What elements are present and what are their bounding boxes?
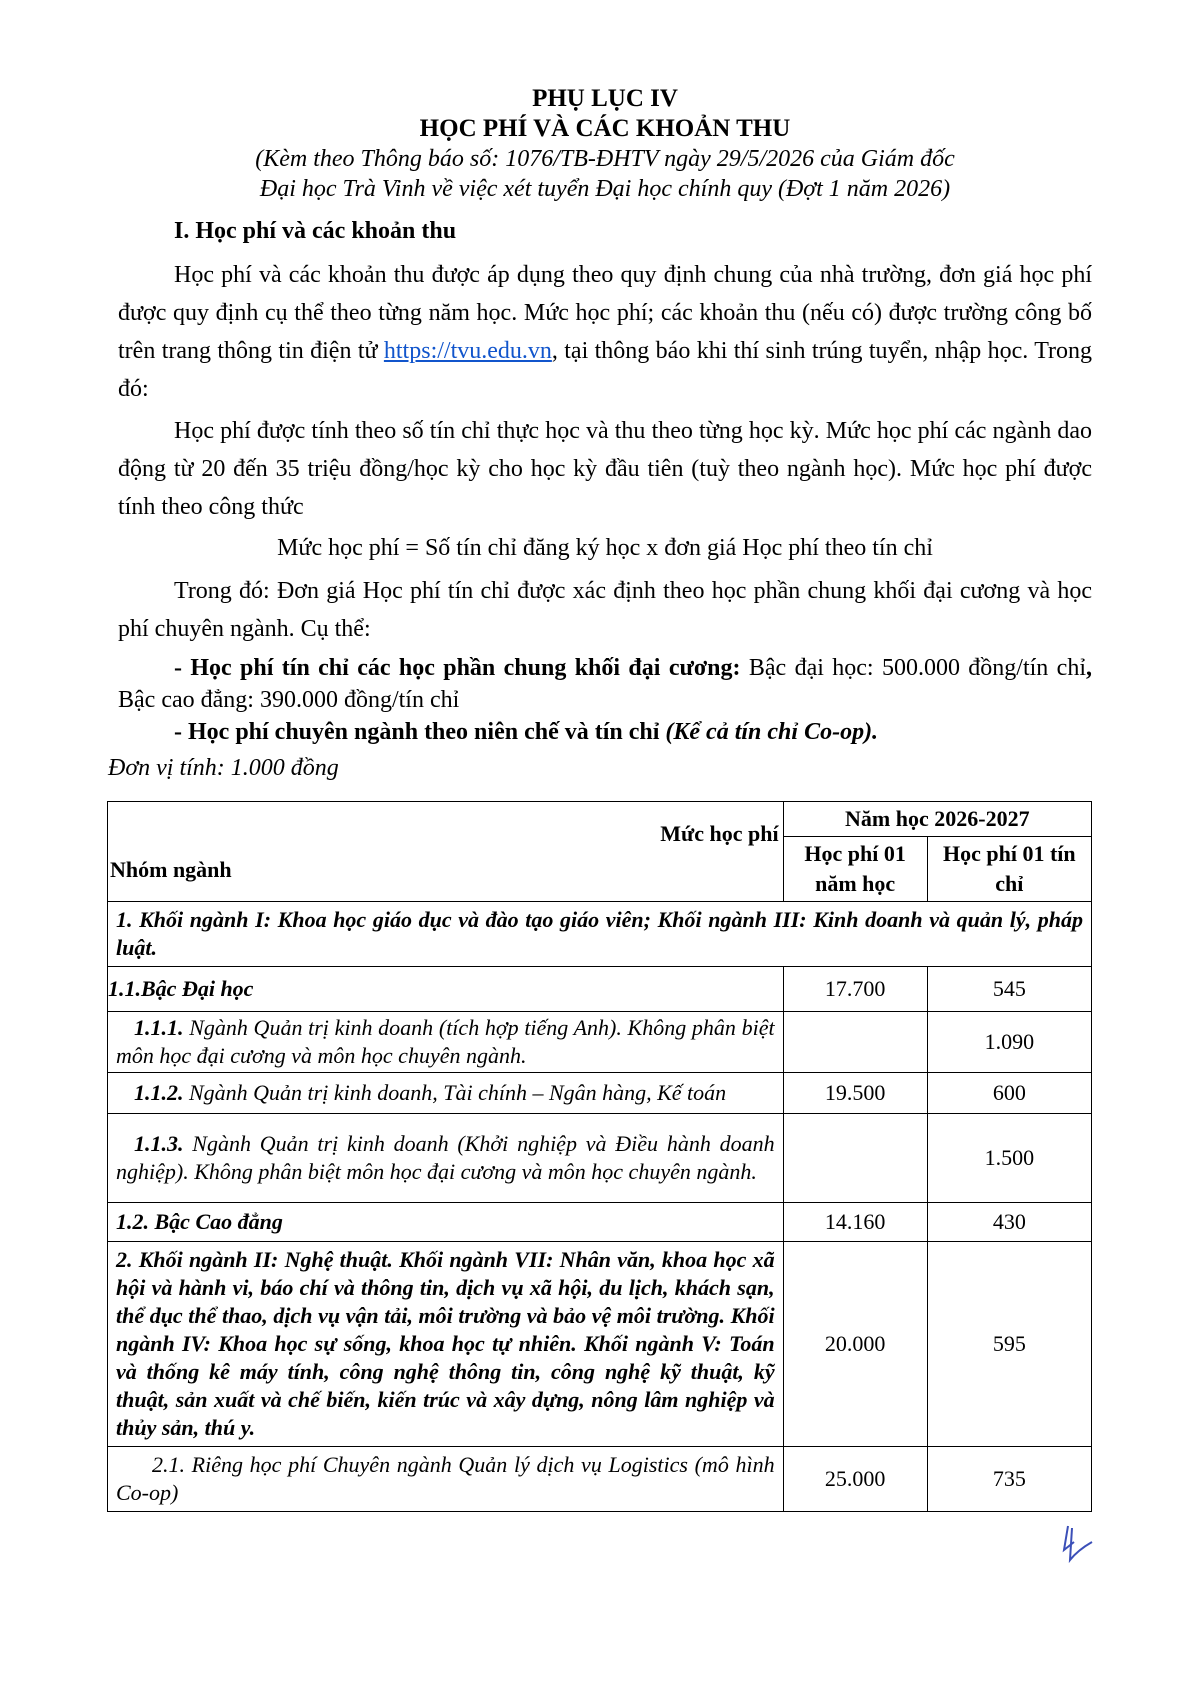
bullet-general-fee-tail: Bậc cao đẳng: 390.000 đồng/tín chỉ: [118, 687, 460, 713]
row-code: 1.1.3.: [134, 1131, 184, 1156]
row-credit-fee: 600: [927, 1073, 1091, 1114]
row-credit-fee: 1.090: [927, 1012, 1091, 1073]
document-page: [108, 84, 1093, 792]
row-year-fee: 25.000: [783, 1447, 927, 1512]
row-credit-fee: 545: [927, 967, 1091, 1012]
paragraph-1: [118, 256, 1092, 408]
row-credit-fee: 595: [927, 1242, 1091, 1447]
section-title: I. Học phí và các khoản thu: [174, 218, 457, 244]
diagonal-header: [108, 803, 783, 901]
col-year-fee-header: Học phí 01 năm học: [783, 837, 927, 902]
table-row: [108, 902, 1092, 967]
row-label-text: Ngành Quản trị kinh doanh (tích hợp tiếng Anh). Không phân biệt môn học đại cương và môn học chuyên ngành.: [116, 1015, 775, 1068]
paragraph-3: Trong đó: Đơn giá Học phí tín chỉ được xác định theo học phần chung khối đại cương và học phí chuyên ngành. Cụ thể:: [118, 578, 1092, 642]
row-label-text: Ngành Quản trị kinh doanh, Tài chính – Ngân hàng, Kế toán: [183, 1080, 727, 1105]
bullet-major-fee-note: (Kể cả tín chỉ Co-op).: [665, 719, 879, 745]
row-group-2-label: 2. Khối ngành II: Nghệ thuật. Khối ngành VII: Nhân văn, khoa học xã hội và hành vi, báo chí và thông tin, dịch vụ xã hội, du lịch, khách sạn, thể dục thể thao, dịch vụ vận tải, môi trường và bảo vệ môi trường. Khối ngành IV: Khoa học sự sống, khoa học tự nhiên. Khối ngành V: Toán và thống kê máy tính, công nghệ thông tin, công nghệ kỹ thuật, kỹ thuật, sản xuất và chế biến, kiến trúc và xây dựng, nông lâm nghiệp và thủy sản, thú y.: [108, 1242, 784, 1447]
table-row: [108, 1447, 1092, 1512]
appendix-label: PHỤ LỤC IV: [532, 85, 678, 112]
initials-signature-icon: [1058, 1520, 1098, 1564]
unit-note: Đơn vị tính: 1.000 đồng: [108, 755, 339, 781]
row-year-fee: 17.700: [783, 967, 927, 1012]
row-label: 1.2. Bậc Cao đẳng: [108, 1203, 784, 1242]
paragraph-1-text-b: , tại thông báo khi thí sinh trúng tuyển, nhập học. Trong đó:: [118, 338, 1093, 402]
subtitle-line-2: Đại học Trà Vinh về việc xét tuyển Đại học chính quy (Đợt 1 năm 2026): [259, 176, 951, 202]
document-header: [118, 84, 1092, 204]
row-label: 2.1. Riêng học phí Chuyên ngành Quản lý dịch vụ Logistics (mô hình Co-op): [108, 1447, 784, 1512]
bullet-major-fee-title: - Học phí chuyên ngành theo niên chế và tín chỉ: [174, 719, 666, 745]
corner-label-fee: Mức học phí: [660, 820, 779, 846]
table-row: [108, 1114, 1092, 1203]
paragraph-1-text-a: Học phí và các khoản thu được áp dụng theo quy định chung của nhà trường, đơn giá học phí được quy định cụ thể theo từng năm học. Mức học phí; các khoản thu (nếu có) được trường công bố trên trang thông tin điện tử: [118, 262, 1092, 364]
row-credit-fee: 735: [927, 1447, 1091, 1512]
table-row: [108, 967, 1092, 1012]
table-row: [108, 1203, 1092, 1242]
row-code: 1.1.2.: [134, 1080, 184, 1105]
table-row: [108, 1242, 1092, 1447]
row-credit-fee: 430: [927, 1203, 1091, 1242]
subtitle-line-1: (Kèm theo Thông báo số: 1076/TB-ĐHTV ngày 29/5/2026 của Giám đốc: [255, 146, 955, 172]
bullet-general-fee-comma: ,: [1086, 655, 1092, 681]
year-header: Năm học 2026-2027: [783, 802, 1091, 837]
row-year-fee: [783, 1012, 927, 1073]
bullet-general-fee-text: Bậc đại học: 500.000 đồng/tín chỉ: [740, 655, 1086, 681]
table-row: [108, 1073, 1092, 1114]
bullet-major-fee: [118, 716, 1092, 748]
row-group-1-label: 1. Khối ngành I: Khoa học giáo dục và đào tạo giáo viên; Khối ngành III: Kinh doanh và quản lý, pháp luật.: [108, 902, 1092, 967]
col-credit-fee-header: Học phí 01 tín chỉ: [927, 837, 1091, 902]
table-row: [108, 1012, 1092, 1073]
website-link[interactable]: https://tvu.edu.vn: [383, 338, 552, 364]
row-label: 1.1.Bậc Đại học: [108, 967, 784, 1012]
paragraph-2: Học phí được tính theo số tín chỉ thực học và thu theo từng học kỳ. Mức học phí các ngành dao động từ 20 đến 35 triệu đồng/học kỳ cho học kỳ đầu tiên (tuỳ theo ngành học). Mức học phí được tính theo công thức: [118, 418, 1092, 520]
bullet-general-fee-title: - Học phí tín chỉ các học phần chung khối đại cương:: [174, 655, 741, 681]
row-credit-fee: 1.500: [927, 1114, 1091, 1203]
row-year-fee: 20.000: [783, 1242, 927, 1447]
bullet-general-fee: [118, 652, 1092, 716]
row-year-fee: 19.500: [783, 1073, 927, 1114]
table-header-row: [108, 802, 1092, 837]
document-title: HỌC PHÍ VÀ CÁC KHOẢN THU: [419, 115, 791, 142]
row-label: [108, 1073, 784, 1114]
header-corner-cell: [108, 802, 784, 902]
row-label-text: Ngành Quản trị kinh doanh (Khởi nghiệp và Điều hành doanh nghiệp). Không phân biệt môn học đại cương và môn học chuyên ngành.: [116, 1131, 775, 1184]
row-label: [108, 1012, 784, 1073]
row-year-fee: [783, 1114, 927, 1203]
row-year-fee: 14.160: [783, 1203, 927, 1242]
corner-label-group: Nhóm ngành: [110, 856, 232, 882]
fee-formula: Mức học phí = Số tín chỉ đăng ký học x đơn giá Học phí theo tín chỉ: [277, 535, 933, 561]
row-code: 1.1.1.: [134, 1015, 184, 1040]
row-label: [108, 1114, 784, 1203]
fee-table: [107, 801, 1092, 1512]
